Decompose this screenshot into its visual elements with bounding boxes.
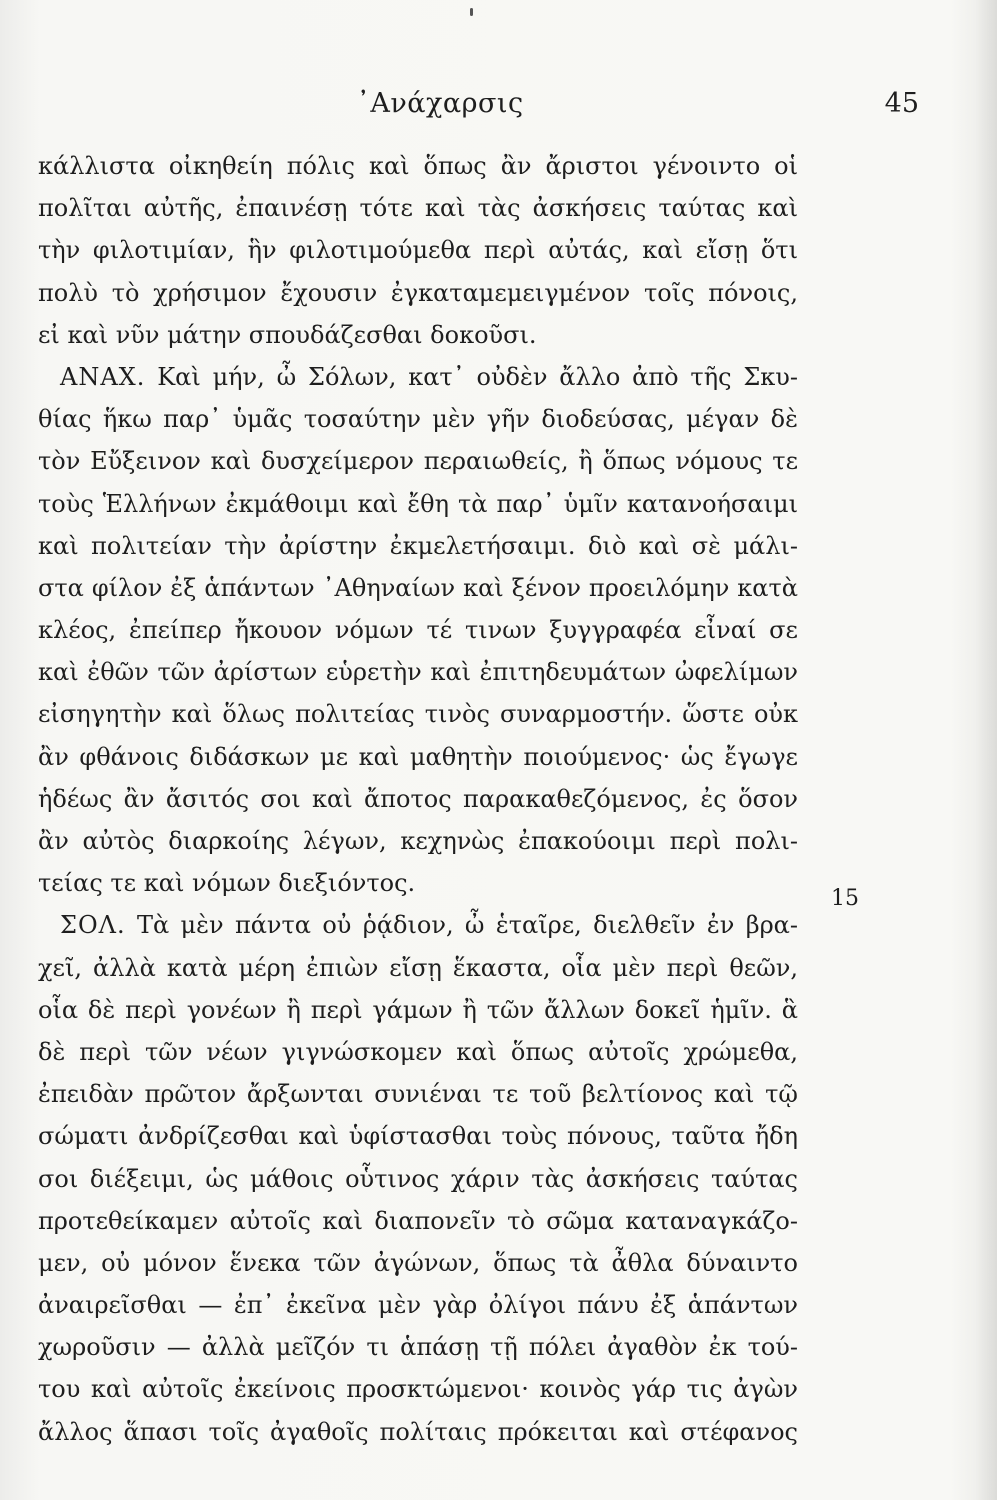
text-line: ἂν φθάνοις διδάσκων με καὶ μαθητὴν ποιούμενος· ὡς ἔγωγε [38,742,798,771]
text-line: οἷα δὲ περὶ γονέων ἢ περὶ γάμων ἢ τῶν ἄλλων δοκεῖ ἡμῖν. ἃ [38,995,798,1024]
text-line: δὲ περὶ τῶν νέων γιγνώσκομεν καὶ ὅπως αὐτοῖς χρώμεθα, [38,1037,798,1066]
text-line: σοι διέξειμι, ὡς μάθοις οὗτινος χάριν τὰς ἀσκήσεις ταύτας [38,1164,798,1193]
ink-speck [470,8,473,16]
text-line: τὴν φιλοτιμίαν, ἣν φιλοτιμούμεθα περὶ αὐτάς, καὶ εἴσῃ ὅτι [38,236,798,265]
speech-line-solon [38,904,798,946]
text-line: τὸν Εὔξεινον καὶ δυσχείμερον περαιωθείς, ἢ ὅπως νόμους τε [38,447,798,476]
text-line: στα φίλον ἐξ ἁπάντων ᾿Αθηναίων καὶ ξένον προειλόμην κατὰ [38,573,798,602]
page-number: 45 [884,88,919,119]
text-line: καὶ πολιτείαν τὴν ἀρίστην ἐκμελετήσαιμι. διὸ καὶ σὲ μάλι- [38,531,798,560]
running-title: ᾿Ανάχαρσις [356,88,524,119]
speaker-label-solon: ΣΟΛ. [60,911,126,940]
text-line: κλέος, ἐπείπερ ἤκουον νόμων τέ τινων ξυγγραφέα εἶναί σε [38,616,798,645]
text-line: κάλλιστα οἰκηθείη πόλις καὶ ὅπως ἂν ἄριστοι γένοιντο οἱ [38,152,798,180]
text-line: ἡδέως ἂν ἄσιτός σοι καὶ ἄποτος παρακαθεζόμενος, ἐς ὅσον [38,784,798,813]
text-line: ἀναιρεῖσθαι — ἐπ᾿ ἐκεῖνα μὲν γὰρ ὀλίγοι πάνυ ἐξ ἁπάντων [38,1291,798,1320]
text-line: του καὶ αὐτοῖς ἐκείνοις προσκτώμενοι· κοινὸς γάρ τις ἀγὼν [38,1375,798,1404]
text-line: μεν, οὐ μόνον ἕνεκα τῶν ἀγώνων, ὅπως τὰ ἆθλα δύναιντο [38,1248,798,1277]
text-line: ἐπειδὰν πρῶτον ἄρξωνται συνιέναι τε τοῦ βελτίονος καὶ τῷ [38,1080,798,1109]
text-line: σώματι ἀνδρίζεσθαι καὶ ὑφίστασθαι τοὺς πόνους, ταῦτα ἤδη [38,1122,798,1151]
text-line: ἄλλος ἅπασι τοῖς ἀγαθοῖς πολίταις πρόκειται καὶ στέφανος [38,1417,798,1446]
text-line: εἰ καὶ νῦν μάτην σπουδάζεσθαι δοκοῦσι. [38,320,537,349]
page-edge-shadow [975,0,997,1500]
speaker-label-anacharsis: ΑΝΑΧ. [60,362,146,391]
text-line: πολὺ τὸ χρήσιμον ἔχουσιν ἐγκαταμεμειγμένον τοῖς πόνοις, [38,278,798,307]
text-line: τείας τε καὶ νόμων διεξιόντος. [38,869,416,898]
text-line: προτεθείκαμεν αὐτοῖς καὶ διαπονεῖν τὸ σῶμα καταναγκάζο- [38,1206,798,1235]
text-line: πολῖται αὐτῆς, ἐπαινέσῃ τότε καὶ τὰς ἀσκήσεις ταύτας καὶ [38,194,798,223]
text-line: τοὺς Ἑλλήνων ἐκμάθοιμι καὶ ἔθη τὰ παρ᾿ ὑμῖν κατανοήσαιμι [38,489,798,518]
text-line: ἂν αὐτὸς διαρκοίης λέγων, κεχηνὼς ἐπακούοιμι περὶ πολι- [38,827,798,855]
text-body [38,145,798,1453]
text-line: θίας ἥκω παρ᾿ ὑμᾶς τοσαύτην μὲν γῆν διοδεύσας, μέγαν δὲ [38,405,798,434]
text-line: χεῖ, ἀλλὰ κατὰ μέρη ἐπιὼν εἴσῃ ἕκαστα, οἷα μὲν περὶ θεῶν, [38,953,798,982]
text-line: εἰσηγητὴν καὶ ὅλως πολιτείας τινὸς συναρμοστήν. ὥστε οὐκ [38,700,798,729]
text-line: καὶ ἐθῶν τῶν ἀρίστων εὑρετὴν καὶ ἐπιτηδευμάτων ὠφελίμων [38,658,798,687]
text-line: Καὶ μήν, ὦ Σόλων, κατ᾿ οὐδὲν ἄλλο ἀπὸ τῆς Σκυ- [157,362,798,391]
text-line: Τὰ μὲν πάντα οὐ ῥᾴδιον, ὦ ἑταῖρε, διελθεῖν ἐν βρα- [136,911,798,940]
text-line: χωροῦσιν — ἀλλὰ μεῖζόν τι ἁπάσῃ τῇ πόλει ἀγαθὸν ἐκ τού- [38,1333,798,1362]
speech-line-anacharsis [38,356,798,398]
margin-line-number: 15 [831,886,859,911]
